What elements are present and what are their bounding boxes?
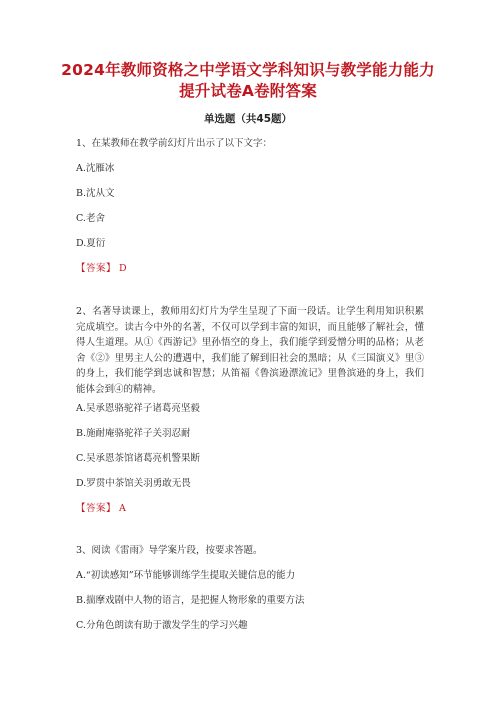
section-heading: 单选题（共45题） <box>203 113 293 125</box>
answer-value: A <box>119 503 126 514</box>
answer-label: 【答案】 <box>76 503 117 514</box>
question-2-stem: 2、名著导读课上，教师用幻灯片为学生呈现了下面一段话。让学生利用知识积累完成填空。读古今中外的名著，不仅可以学到丰富的知识，而且能够了解社会，懂得人生道理。从①《西游记》里孙悟空的身上，我们能学到爱憎分明的品格；从老舍《②》里男主人公的遭遇中，我们能了解到旧社会的黑暗；从《三国演义》里③的身上，我们能学到忠诚和智慧；从笛福《鲁滨逊漂流记》里鲁滨逊的身上，我们能体会到④的精神。 <box>76 306 424 395</box>
question-1-option-d: D.夏衍 <box>76 238 106 249</box>
question-3-stem: 3、阅读《雷雨》导学案片段，按要求答题。 <box>76 545 263 556</box>
question-1-option-a: A.沈雁冰 <box>76 163 115 174</box>
question-2-answer <box>76 502 126 515</box>
question-2-option-a: A.吴承恩骆驼祥子诸葛亮坚毅 <box>76 403 200 414</box>
question-3-option-b: B.揣摩戏剧中人物的语言，是把握人物形象的重要方法 <box>76 595 305 606</box>
question-3-option-a: A.“初读感知”环节能够训练学生提取关键信息的能力 <box>76 570 296 581</box>
question-1-stem: 1、在某教师在教学前幻灯片出示了以下文字： <box>76 138 273 149</box>
question-1-option-b: B.沈从文 <box>76 188 115 199</box>
document-title: 2024年教师资格之中学语文学科知识与教学能力能力提升试卷A卷附答案 <box>61 61 435 100</box>
question-1-option-c: C.老舍 <box>76 213 105 224</box>
question-1-answer <box>76 262 127 275</box>
question-2-option-c: C.吴承恩茶馆诸葛亮机警果断 <box>76 453 200 464</box>
answer-label: 【答案】 <box>76 263 117 274</box>
question-2-option-d: D.罗贯中茶馆关羽勇敢无畏 <box>76 478 191 489</box>
question-3-option-c: C.分角色朗读有助于激发学生的学习兴趣 <box>76 620 248 631</box>
answer-value: D <box>119 263 127 274</box>
question-2-option-b: B.施耐庵骆驼祥子关羽忍耐 <box>76 428 191 439</box>
